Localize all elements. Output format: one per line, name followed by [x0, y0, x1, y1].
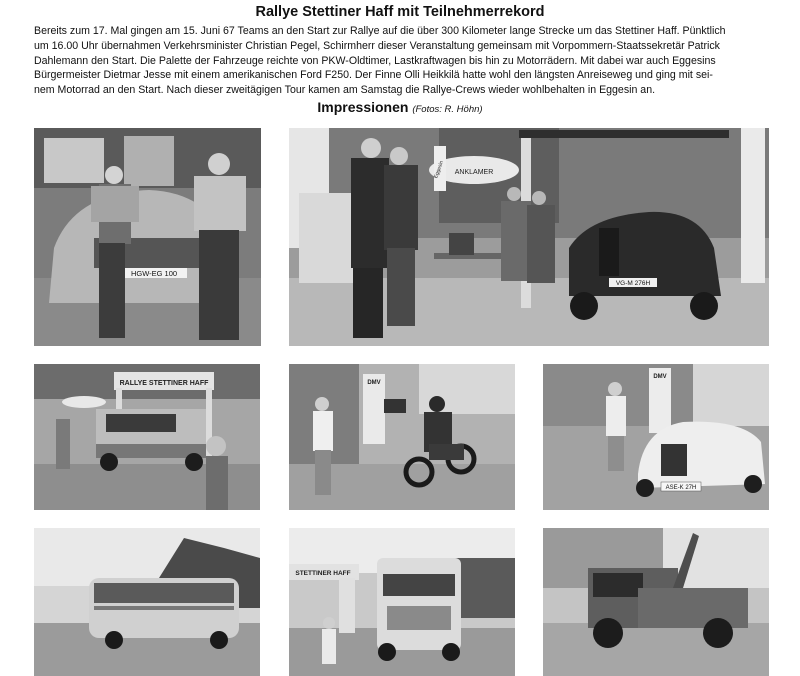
license-plate-text: ASE-K 27H — [665, 485, 697, 491]
license-plate-text: VG-M 276H — [615, 280, 651, 287]
photo-ministers-with-car — [34, 128, 261, 346]
banner-text: STETTINER HAFF — [295, 570, 351, 577]
body-line: Dahlemann den Start. Die Palette der Fahrzeuge reichte von PKW-Oldtimer, Lastkraftwagen bis hin zu Motorrädern. Mit dabei war auch Eggesins — [34, 54, 716, 67]
photo-ford-f250 — [34, 364, 260, 510]
flag-text: Eggesin — [433, 160, 445, 180]
banner-text: RALLYE STETTINER HAFF — [119, 380, 209, 387]
impressions-title: Impressionen — [317, 99, 409, 115]
photo-start-ceremony — [289, 128, 769, 346]
article-body — [34, 24, 770, 98]
impressions-heading — [0, 99, 800, 115]
license-plate-text: HGW-EG 100 — [130, 269, 178, 278]
photo-credit: (Fotos: R. Höhn) — [412, 104, 483, 115]
photo-white-convertible — [543, 364, 769, 510]
sign-text: DMV — [653, 374, 667, 380]
body-line: nem Motorrad an den Start. Nach dieser zweitägigen Tour kamen am Samstag die Rallye-Crews wieder wohlbehalten in Eggesin an. — [34, 84, 656, 97]
photo-truck — [289, 528, 515, 676]
photo-motorcycle — [289, 364, 515, 510]
body-line: um 16.00 Uhr übernahmen Verkehrsminister Christian Pegel, Schirmherr dieser Veranstaltung gemeinsam mit Vorpommern-Staatssekretär Patrick — [34, 39, 720, 52]
photo-vintage-bus — [34, 528, 260, 676]
body-line: Bereits zum 17. Mal gingen am 15. Juni 67 Teams an den Start zur Rallye auf die über 300 Kilometer lange Strecke um das Stettiner Haff. Pünktlich — [34, 25, 726, 37]
body-line: Bürgermeister Dietmar Jesse mit einem amerikanischen Ford F250. Der Finne Olli Heikkilä hatte wohl den längsten Anreiseweg und ging mit sei- — [34, 69, 713, 82]
sign-text: DMV — [367, 380, 381, 386]
banner-text: ANKLAMER — [454, 169, 494, 176]
article-title: Rallye Stettiner Haff mit Teilnehmerrekord — [255, 4, 545, 20]
photo-unimog — [543, 528, 769, 676]
